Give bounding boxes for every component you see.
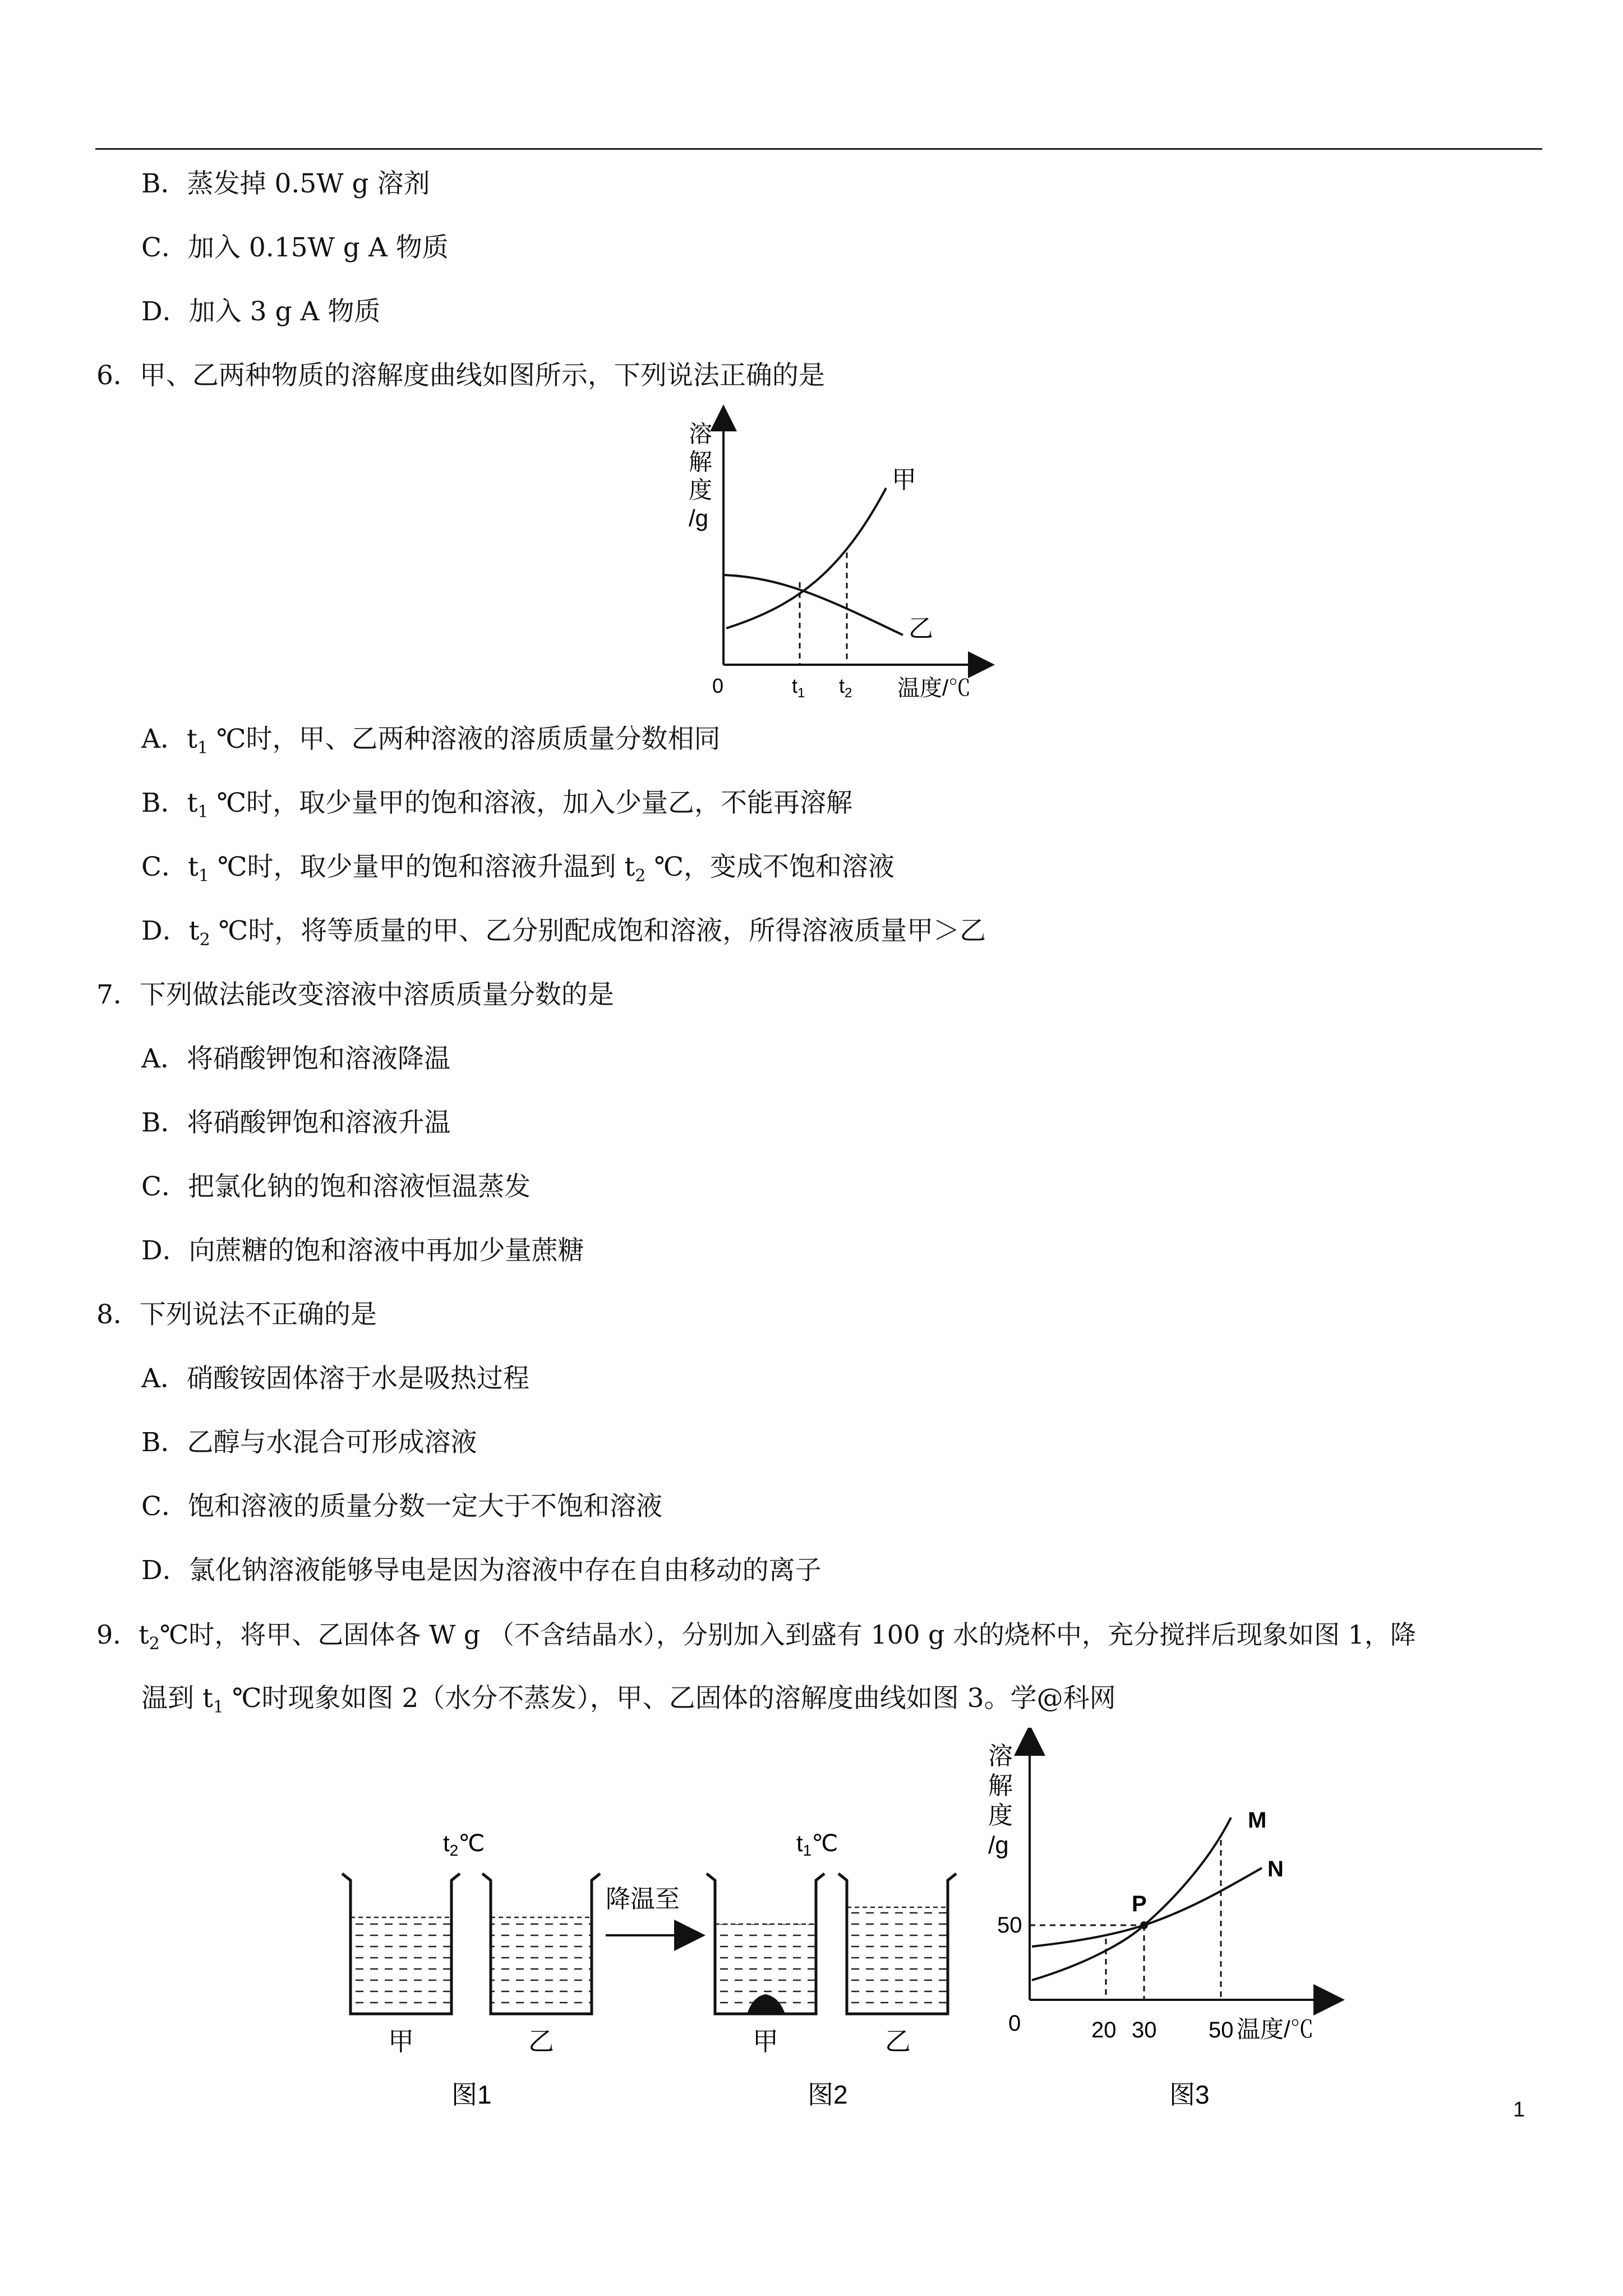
q6-option-d: D．$t_2$ ℃时，将等质量的甲、乙分别配成饱和溶液，所得溶液质量甲＞乙	[141, 915, 986, 950]
q6-ylabel-3: 度	[689, 477, 713, 503]
q7-stem: 7．下列做法能改变溶液中溶质质量分数的是	[96, 979, 614, 1010]
q8-stem: 8．下列说法不正确的是	[96, 1299, 377, 1330]
q6-tick-t1: $t_1$	[792, 674, 805, 701]
q8-option-a: A．硝酸铵固体溶于水是吸热过程	[141, 1363, 529, 1394]
fig3-tick-y50: 50	[997, 1913, 1022, 1938]
fig2-beaker-yi	[838, 1874, 956, 2014]
fig2-temperature: t1℃	[796, 1830, 838, 1859]
q6-tick-t2: $t_2$	[839, 674, 852, 701]
q9-stem-line1: 9．$t_2℃$时，将甲、乙固体各 W g （不含结晶水），分别加入到盛有 100 g 水的烧杯中，充分搅拌后现象如图 1，降	[96, 1619, 1416, 1654]
fig3-ylabel-2: 解	[988, 1772, 1013, 1800]
fig3-label-p: P	[1132, 1892, 1147, 1916]
q7-option-c: C．把氯化钠的饱和溶液恒温蒸发	[141, 1171, 531, 1202]
fig3-point-p	[1140, 1921, 1148, 1929]
q9-beaker-figures	[325, 1818, 959, 2115]
fig2-label-jia: 甲	[753, 2027, 778, 2056]
fig2-caption: 图2	[808, 2080, 848, 2109]
q6-ylabel-4: /g	[689, 505, 709, 531]
fig3-xlabel: 温度/℃	[1237, 2016, 1314, 2042]
fig3-tick-x50: 50	[1209, 2018, 1234, 2042]
q6-origin: 0	[712, 674, 724, 697]
fig3-label-n: N	[1267, 1857, 1284, 1881]
q5-option-d: D．加入 3 g A 物质	[141, 296, 381, 327]
q7-option-d: D．向蔗糖的饱和溶液中再加少量蔗糖	[141, 1235, 584, 1266]
q8-option-d: D．氯化钠溶液能够导电是因为溶液中存在自由移动的离子	[141, 1555, 822, 1586]
fig3-curve-N	[1032, 1868, 1262, 1947]
fig2-beaker-jia	[707, 1874, 824, 2014]
fig1-label-jia: 甲	[388, 2027, 414, 2056]
fig1-beaker-jia	[342, 1874, 460, 2014]
fig3-caption: 图3	[1169, 2080, 1210, 2109]
q5-option-b: B．蒸发掉 0.5W g 溶剂	[141, 168, 430, 199]
fig2-label-yi: 乙	[885, 2027, 911, 2056]
q6-option-a: A．$t_1$ ℃时，甲、乙两种溶液的溶质质量分数相同	[141, 724, 721, 758]
fig3-ylabel-4: /g	[988, 1832, 1009, 1859]
page-number: 1	[1513, 2098, 1525, 2122]
fig3-label-m: M	[1248, 1808, 1267, 1833]
fig1-beaker-yi	[482, 1874, 600, 2014]
q6-option-b: B．$t_1$ ℃时，取少量甲的饱和溶液，加入少量乙，不能再溶解	[141, 788, 853, 822]
header-rule	[95, 148, 1542, 150]
fig3-ylabel-3: 度	[988, 1802, 1013, 1829]
q9-solubility-chart-fig3	[976, 1728, 1357, 2115]
fig1-temperature: t2℃	[443, 1830, 485, 1859]
q7-option-b: B．将硝酸钾饱和溶液升温	[141, 1107, 451, 1138]
q7-option-a: A．将硝酸钾饱和溶液降温	[141, 1043, 450, 1074]
q6-label-jia: 甲	[892, 466, 916, 494]
q9-stem-line2: 温到 $t_1$ ℃时现象如图 2（水分不蒸发），甲、乙固体的溶解度曲线如图 3。学@科网	[141, 1683, 1116, 1717]
q8-option-b: B．乙醇与水混合可形成溶液	[141, 1427, 477, 1458]
q6-option-c: C．$t_1$ ℃时，取少量甲的饱和溶液升温到 $t_2$ ℃，变成不饱和溶液	[141, 852, 895, 886]
fig3-origin: 0	[1008, 2011, 1021, 2036]
q6-ylabel-2: 解	[689, 449, 713, 475]
q6-xlabel: 温度/℃	[897, 676, 971, 701]
q6-stem: 6．甲、乙两种物质的溶解度曲线如图所示，下列说法正确的是	[96, 360, 825, 391]
q5-option-c: C．加入 0.15W g A 物质	[141, 232, 449, 263]
fig3-tick-x30: 30	[1132, 2018, 1157, 2042]
q6-solubility-chart	[662, 404, 998, 718]
fig3-ylabel-1: 溶	[988, 1742, 1013, 1770]
cooling-arrow-label: 降温至	[606, 1885, 680, 1913]
q6-ylabel-1: 溶	[689, 421, 713, 447]
q8-option-c: C．饱和溶液的质量分数一定大于不饱和溶液	[141, 1491, 662, 1522]
q6-curve-jia	[726, 488, 886, 628]
q6-label-yi: 乙	[909, 615, 933, 642]
fig1-label-yi: 乙	[528, 2027, 554, 2056]
fig3-tick-x20: 20	[1091, 2018, 1117, 2042]
fig1-caption: 图1	[451, 2080, 492, 2109]
